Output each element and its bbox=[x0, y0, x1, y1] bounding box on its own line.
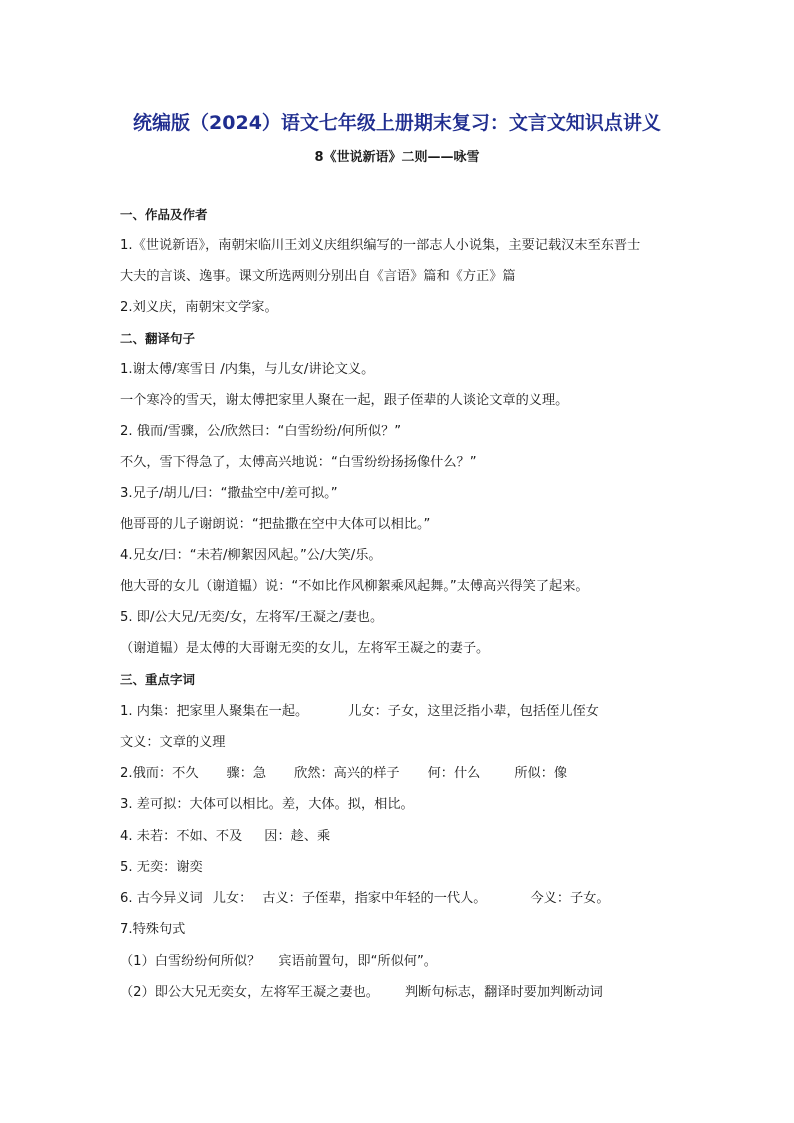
vocab-entry: 今义：子女。 bbox=[530, 891, 610, 906]
vocab-entry: 儿女：子女，这里泛指小辈，包括侄儿侄女 bbox=[348, 704, 599, 719]
paragraph-line: 2. 俄而/雪骤，公/欣然曰：“白雪纷纷/何所似？” bbox=[120, 424, 402, 439]
document-subtitle: 8《世说新语》二则——咏雪 bbox=[314, 150, 480, 165]
paragraph-line: 5. 无奕：谢奕 bbox=[120, 860, 203, 875]
vocab-entry: 所似：像 bbox=[514, 766, 568, 781]
vocab-entry: 2.俄而：不久 bbox=[120, 766, 199, 781]
paragraph-line: 不久，雪下得急了，太傅高兴地说：“白雪纷纷扬扬像什么？” bbox=[120, 455, 477, 470]
vocab-entry: 古义：子侄辈，指家中年轻的一代人。 bbox=[262, 891, 487, 906]
vocab-entry: 欣然：高兴的样子 bbox=[294, 766, 400, 781]
paragraph-line: 他哥哥的儿子谢朗说：“把盐撒在空中大体可以相比。” bbox=[120, 517, 431, 532]
sentence-note: 宾语前置句，即“所似何”。 bbox=[278, 954, 437, 969]
paragraph-line: 文义：文章的义理 bbox=[120, 735, 226, 750]
paragraph-line: 1.谢太傅/寒雪日 /内集，与儿女/讲论文义。 bbox=[120, 362, 375, 377]
section-heading-author: 一、作品及作者 bbox=[120, 207, 208, 222]
vocab-entry: 儿女： bbox=[212, 891, 253, 906]
paragraph-line: 他大哥的女儿（谢道韫）说：“不如比作风柳絮乘风起舞。”太傅高兴得笑了起来。 bbox=[120, 579, 589, 594]
paragraph-line: 5. 即/公大兄/无奕/女，左将军/王凝之/妻也。 bbox=[120, 610, 384, 625]
paragraph-line: 3.兄子/胡儿/曰：“撒盐空中/差可拟。” bbox=[120, 486, 338, 501]
vocab-entry: 1. 内集：把家里人聚集在一起。 bbox=[120, 704, 309, 719]
vocab-entry: 4. 未若：不如、不及 bbox=[120, 829, 243, 844]
paragraph-line: 2.刘义庆，南朝宋文学家。 bbox=[120, 300, 278, 315]
paragraph-line bbox=[120, 953, 437, 971]
paragraph-line: 一个寒冷的雪天，谢太傅把家里人聚在一起，跟子侄辈的人谈论文章的义理。 bbox=[120, 393, 569, 408]
vocab-entry: 因：趁、乘 bbox=[264, 829, 331, 844]
section-heading-vocabulary: 三、重点字词 bbox=[120, 672, 196, 687]
vocab-entry: 何：什么 bbox=[427, 766, 481, 781]
document-title: 统编版（2024）语文七年级上册期末复习：文言文知识点讲义 bbox=[133, 112, 661, 134]
paragraph-line: （谢道韫）是太傅的大哥谢无奕的女儿，左将军王凝之的妻子。 bbox=[120, 641, 490, 656]
paragraph-line: 1.《世说新语》，南朝宋临川王刘义庆组织编写的一部志人小说集，主要记载汉末至东晋士 bbox=[120, 238, 641, 253]
paragraph-line: 4.兄女/曰：“未若/柳絮因风起。”公/大笑/乐。 bbox=[120, 548, 382, 563]
section-heading-translation: 二、翻译句子 bbox=[120, 331, 196, 346]
paragraph-line: 3. 差可拟：大体可以相比。差，大体。拟，相比。 bbox=[120, 797, 414, 812]
sentence-note: 判断句标志，翻译时要加判断动词 bbox=[404, 985, 603, 1000]
vocab-entry: 6. 古今异义词 bbox=[120, 891, 203, 906]
vocab-entry: 骤：急 bbox=[226, 766, 267, 781]
paragraph-line bbox=[120, 890, 610, 908]
sentence-example: （1）白雪纷纷何所似？ bbox=[120, 954, 261, 969]
paragraph-line: 7.特殊句式 bbox=[120, 922, 186, 937]
paragraph-line bbox=[120, 984, 603, 1002]
paragraph-line: 大夫的言谈、逸事。课文所选两则分别出自《言语》篇和《方正》篇 bbox=[120, 269, 516, 284]
paragraph-line bbox=[120, 703, 599, 721]
paragraph-line bbox=[120, 765, 567, 783]
paragraph-line bbox=[120, 828, 330, 846]
sentence-example: （2）即公大兄无奕女，左将军王凝之妻也。 bbox=[120, 985, 379, 1000]
